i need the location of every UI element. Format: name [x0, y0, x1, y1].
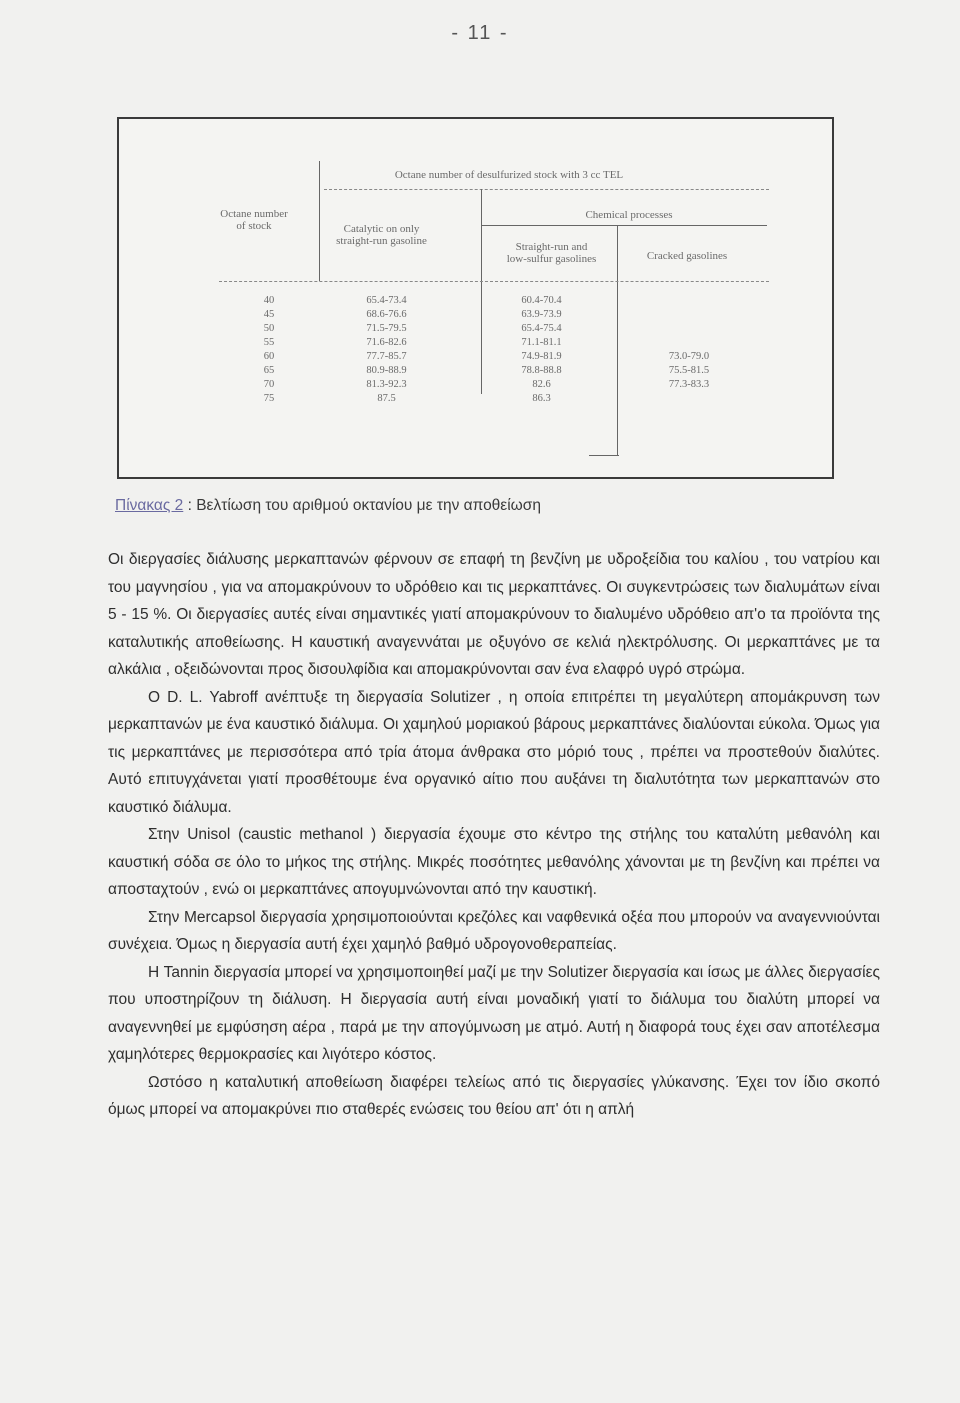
cell-catalytic: 77.7-85.7 — [366, 351, 407, 362]
caption-label: Πίνακας 2 — [115, 497, 184, 514]
paragraph: Ο D. L. Yabroff ανέπτυξε τη διεργασία Solutizer , η οποία επιτρέπει τη μεγαλύτερη απομάκρυνση των μερκαπτανών με ένα καυστικό διάλυμα. Οι χαμηλού μοριακού βάρους μερκαπτάνες διαλύονται εύκολα. Όμως για τις μερκαπτάνες με περισσότερα από τρία άτομα άνθρακα στο μόριό τους , πρέπει να προστεθούν διαλύτες. Αυτό επιτυγχάνεται γιατί προσθέτουμε ένα οργανικό αίτιο που αυξάνει τη διαλυτότητα των μερκαπτανών στο καυστικό διάλυμα. — [108, 688, 880, 816]
header-chemical: Chemical processes — [585, 209, 673, 221]
paragraph: Ωστόσο η καταλυτική αποθείωση διαφέρει τελείως από τις διεργασίες γλύκανσης. Έχει τον ίδιο σκοπό όμως μπορεί να απομακρύνει πιο σταθερές ενώσεις του θείου απ' ότι η απλή — [108, 1073, 880, 1118]
cell-straight: 78.8-88.8 — [521, 365, 562, 376]
cell-cracked: 77.3-83.3 — [668, 379, 710, 390]
header-straight-line1: Straight-run and — [515, 241, 588, 253]
header-rule — [219, 281, 769, 282]
header-catalytic-line2: straight-run gasoline — [336, 235, 427, 247]
header-cracked: Cracked gasolines — [646, 250, 728, 262]
cell-catalytic: 71.6-82.6 — [366, 337, 407, 348]
cell-straight: 74.9-81.9 — [521, 351, 562, 362]
cell-cracked: 75.5-81.5 — [668, 365, 710, 376]
title-rule — [324, 189, 769, 190]
cell-straight: 60.4-70.4 — [521, 295, 562, 306]
caption-text: : Βελτίωση του αριθμού οκτανίου με την αποθείωση — [187, 497, 541, 514]
cell-stock: 50 — [263, 323, 275, 334]
cell-catalytic: 87.5 — [377, 393, 396, 404]
cell-straight: 82.6 — [532, 379, 551, 390]
page-number: - 11 - — [451, 22, 509, 44]
header-stock-line1: Octane number — [220, 208, 288, 220]
cell-stock: 40 — [263, 295, 275, 306]
table-figure — [117, 117, 834, 479]
bottom-rule — [589, 455, 619, 456]
cell-catalytic: 68.6-76.6 — [366, 309, 407, 320]
table-caption — [115, 497, 541, 515]
cell-catalytic: 71.5-79.5 — [366, 323, 407, 334]
chemical-rule — [481, 225, 767, 226]
body-text — [108, 546, 880, 1124]
divider-v1 — [319, 161, 320, 281]
cell-straight: 71.1-81.1 — [521, 337, 562, 348]
cell-stock: 60 — [263, 351, 275, 362]
header-catalytic-line1: Catalytic on only — [343, 223, 420, 235]
paragraph: Στην Mercapsol διεργασία χρησιμοποιούνται κρεζόλες και ναφθενικά οξέα που μπορούν να αναγεννιούνται συνέχεια. Όμως η διεργασία αυτή έχει χαμηλό βαθμό υδρογονοθεραπείας. — [108, 908, 880, 953]
divider-v3 — [617, 225, 618, 455]
paragraph: Η Tannin διεργασία μπορεί να χρησιμοποιηθεί μαζί με την Solutizer διεργασία και ίσως με άλλες διεργασίες που υποστηρίζουν τη διάλυση. Η διεργασία αυτή είναι μοναδική γιατί το διάλυμα του διαλύτη μπορεί να αναγεννηθεί με εμφύσηση αέρα , παρά με την απογύμνωση με ατμό. Αυτή η διαφορά τους έχει σαν αποτέλεσμα χαμηλότερες θερμοκρασίες και λιγότερο κόστος. — [108, 963, 880, 1063]
cell-stock: 65 — [263, 365, 275, 376]
header-straight-line2: low-sulfur gasolines — [506, 253, 597, 265]
cell-stock: 75 — [263, 393, 275, 404]
divider-v2 — [481, 189, 482, 394]
cell-cracked: 73.0-79.0 — [668, 351, 710, 362]
cell-catalytic: 80.9-88.9 — [366, 365, 407, 376]
cell-stock: 45 — [263, 309, 275, 320]
paragraph: Στην Unisol (caustic methanol ) διεργασία έχουμε στο κέντρο της στήλης του καταλύτη μεθανόλη και καυστική σόδα σε όλο το μήκος της στήλης. Μικρές ποσότητες μεθανόλης χάνονται με τη βενζίνη και πρέπει να αποσταχτούν , ενώ οι μερκαπτάνες απογυμνώνονται από την καυστική. — [108, 826, 880, 898]
paragraph: Οι διεργασίες διάλυσης μερκαπτανών φέρνουν σε επαφή τη βενζίνη με υδροξείδια του καλίου , του νατρίου και του μαγνησίου , για να απομακρύνουν το υδρόθειο και τις μερκαπτάνες. Οι συγκεντρώσεις των διαλυμάτων είναι 5 - 15 %. Οι διεργασίες αυτές είναι σημαντικές γιατί απομακρύνουν το διαλυμένο υδρόθειο απ'ο τα προϊόντα της καταλυτικής αποθείωσης. Η καυστική αναγεννάται με οξυγόνο σε κελιά ηλεκτρόλυσης. Οι μερκαπτάνες με τα αλκάλια , οξειδώνονται προς δισουλφίδια και απομακρύνονται σαν ένα ελαφρό υγρό στρώμα. — [108, 551, 880, 678]
cell-straight: 65.4-75.4 — [521, 323, 562, 334]
cell-stock: 55 — [263, 337, 275, 348]
header-stock-line2: of stock — [236, 220, 272, 232]
cell-straight: 63.9-73.9 — [521, 309, 562, 320]
cell-straight: 86.3 — [532, 393, 551, 404]
cell-catalytic: 81.3-92.3 — [366, 379, 407, 390]
cell-stock: 70 — [263, 379, 275, 390]
cell-catalytic: 65.4-73.4 — [366, 295, 407, 306]
table-title: Octane number of desulfurized stock with 3 cc TEL — [394, 169, 624, 181]
octane-table — [119, 119, 832, 477]
